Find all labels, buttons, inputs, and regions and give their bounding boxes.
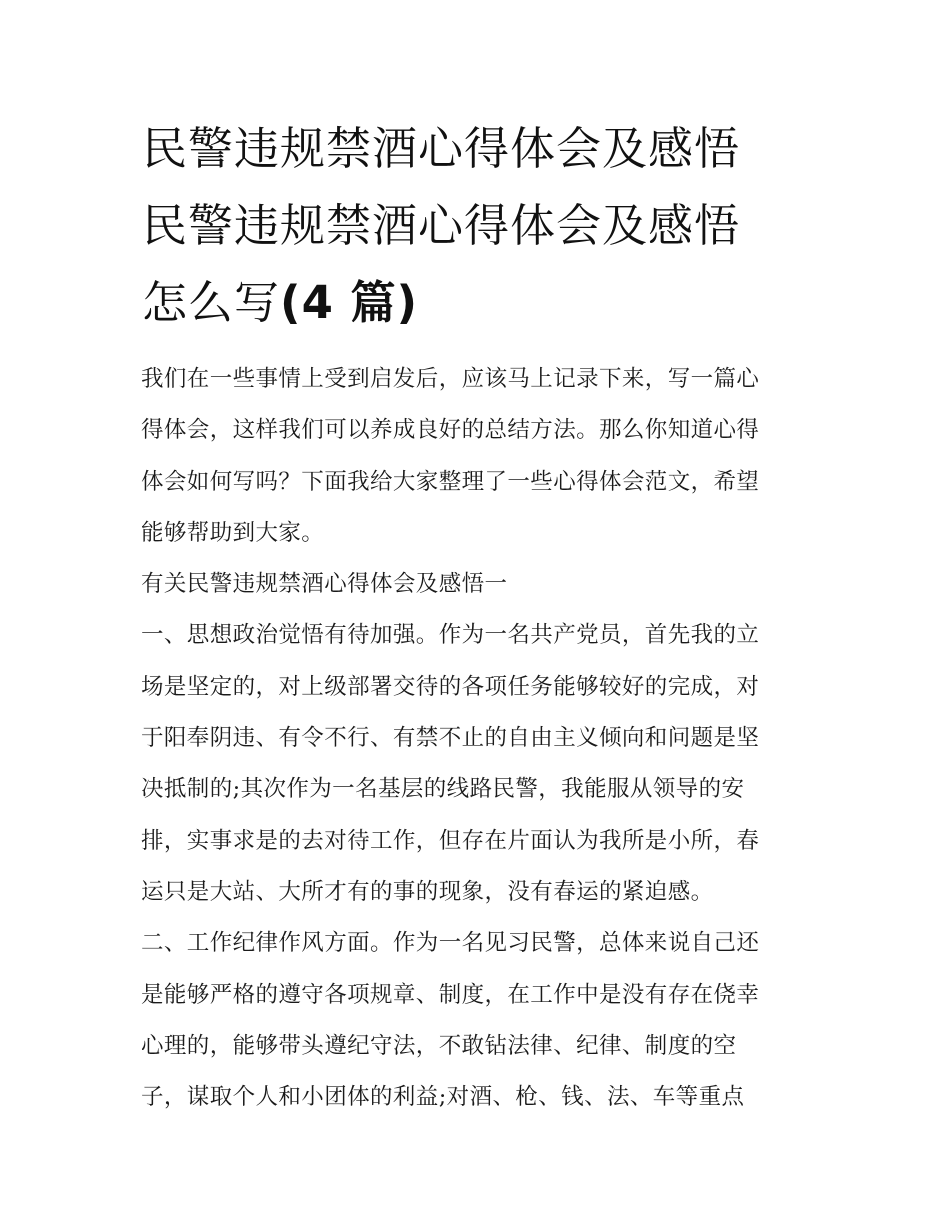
body-line: 运只是大站、大所才有的事的现象，没有春运的紧迫感。: [141, 878, 714, 905]
body-line: 于阳奉阴违、有令不行、有禁不止的自由主义倾向和问题是坚: [141, 725, 760, 752]
body-line: 场是坚定的，对上级部署交待的各项任务能够较好的完成，对: [141, 673, 760, 700]
body-line: 子，谋取个人和小团体的利益;对酒、枪、钱、法、车等重点: [141, 1084, 745, 1111]
document-title: [142, 110, 822, 341]
document-body: [141, 354, 821, 1123]
body-line: 体会如何写吗？下面我给大家整理了一些心得体会范文，希望: [141, 468, 760, 495]
body-line: 能够帮助到大家。: [141, 519, 325, 546]
title-line: 民警违规禁酒心得体会及感悟: [142, 122, 741, 175]
body-line: 一、思想政治觉悟有待加强。作为一名共产党员，首先我的立: [141, 622, 760, 649]
title-line-text: 怎么写: [142, 276, 281, 329]
title-line: [142, 264, 822, 341]
body-line: 我们在一些事情上受到启发后，应该马上记录下来，写一篇心: [141, 366, 760, 392]
body-line: 二、工作纪律作风方面。作为一名见习民警，总体来说自己还: [141, 930, 760, 957]
title-line: 民警违规禁酒心得体会及感悟: [142, 199, 741, 252]
body-line: 决抵制的;其次作为一名基层的线路民警，我能服从领导的安: [141, 776, 745, 803]
body-line: 得体会，这样我们可以养成良好的总结方法。那么你知道心得: [141, 417, 760, 444]
body-line: 心理的，能够带头遵纪守法，不敢钻法律、纪律、制度的空: [141, 1032, 737, 1059]
body-line: 排，实事求是的去对待工作，但存在片面认为我所是小所，春: [141, 827, 760, 854]
body-line: 是能够严格的遵守各项规章、制度，在工作中是没有存在侥幸: [141, 981, 760, 1008]
title-suffix: (4 篇): [280, 276, 419, 329]
section-heading: 有关民警违规禁酒心得体会及感悟一: [141, 571, 508, 598]
